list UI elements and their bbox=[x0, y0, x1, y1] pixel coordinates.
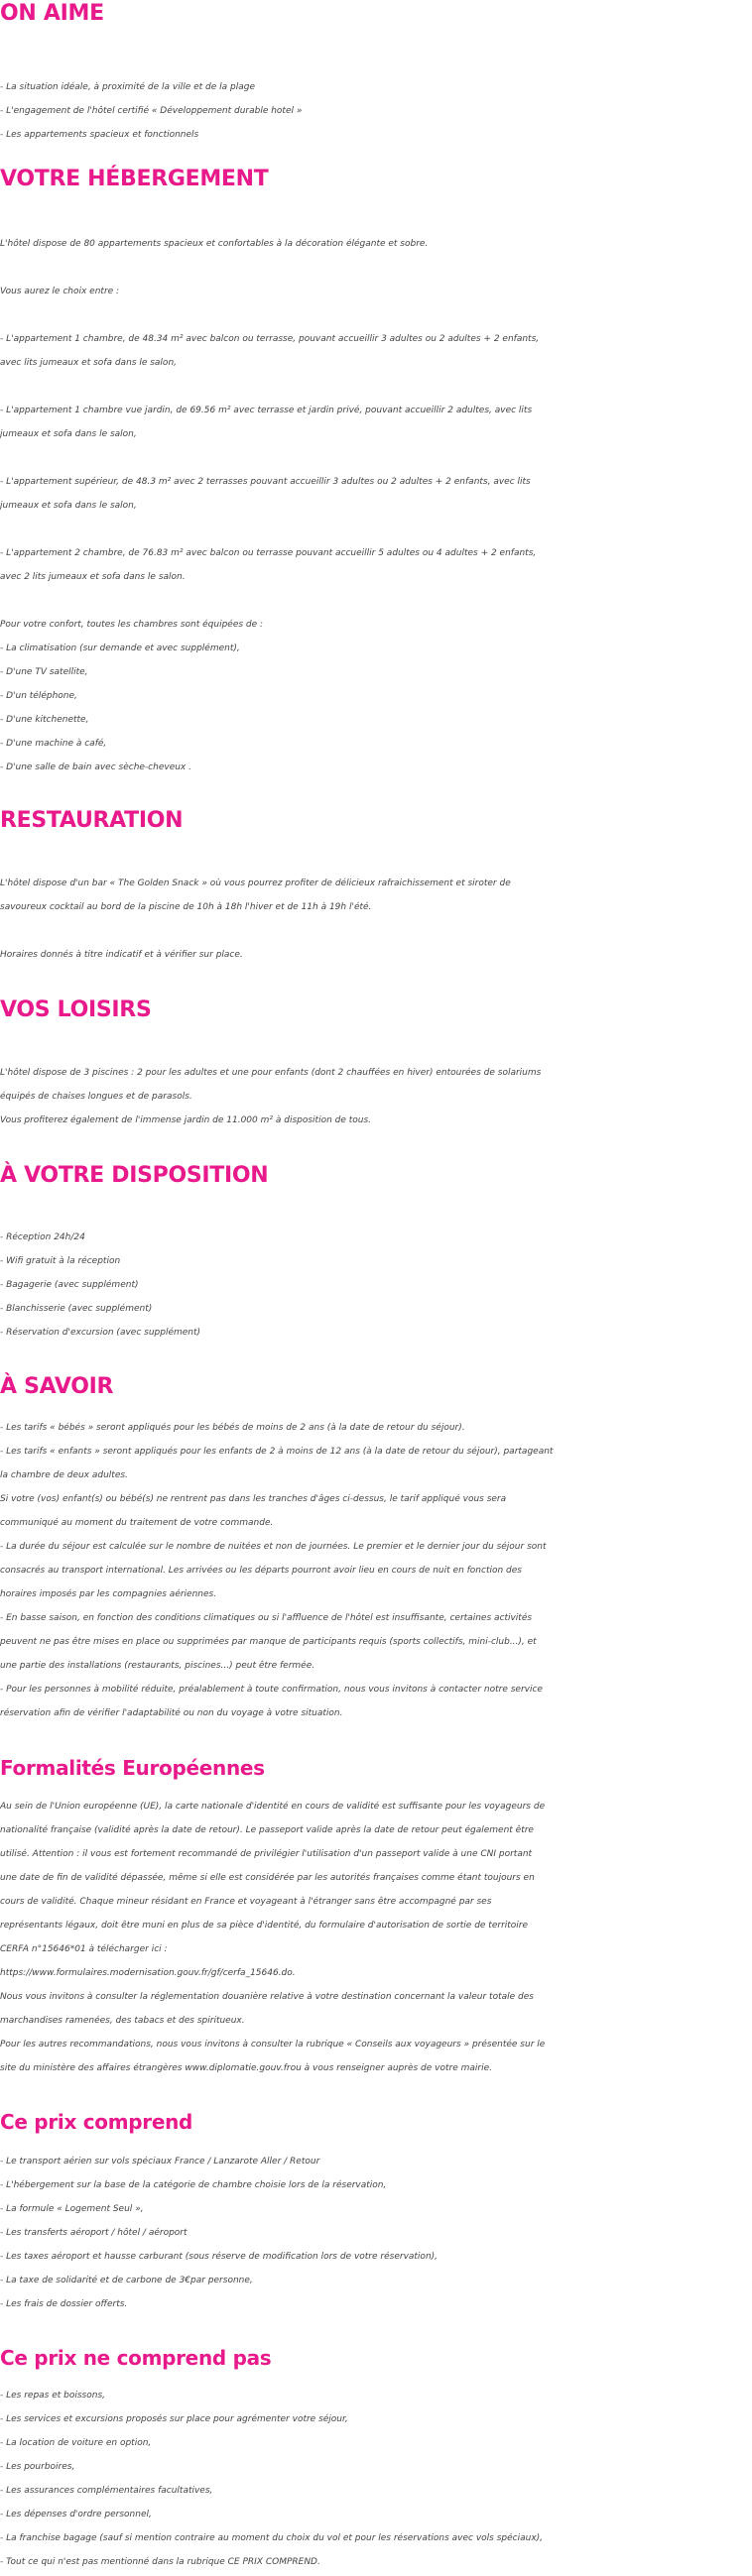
text-line: consacrés au transport international. Les arrivées ou les départs pourront avoir lieu en cours de nuit en fonction des bbox=[0, 1566, 522, 1576]
text-line: - La franchise bagage (sauf si mention contraire au moment du choix du vol et pour les réservations avec vols spéciaux), bbox=[0, 2533, 544, 2543]
text-line: - Les frais de dossier offerts. bbox=[0, 2299, 128, 2309]
blank-line bbox=[0, 256, 752, 280]
text-line: Horaires donnés à titre indicatif et à vérifier sur place. bbox=[0, 950, 243, 960]
text-line: CERFA n°15646*01 à télécharger ici : bbox=[0, 1944, 168, 1954]
section-restauration-body bbox=[0, 848, 752, 967]
text-line: marchandises ramenées, des tabacs et des spiritueux. bbox=[0, 2016, 245, 2026]
blank-line bbox=[0, 52, 752, 75]
blank-line bbox=[0, 1037, 752, 1061]
text-line: - L'appartement supérieur, de 48.3 m² avec 2 terrasses pouvant accueillir 3 adultes ou 2 adultes + 2 enfants, avec lits bbox=[0, 477, 531, 487]
section-loisirs-body bbox=[0, 1037, 752, 1132]
text-line: - D'une machine à café, bbox=[0, 739, 107, 749]
section-on-aime-body bbox=[0, 52, 752, 147]
blank-line bbox=[0, 303, 752, 327]
text-line: - Les taxes aéroport et hausse carburant (sous réserve de modification lors de votre réservation), bbox=[0, 2252, 439, 2262]
text-line: utilisé. Attention : il vous est fortement recommandé de privilégier l'utilisation d'un passeport valide à une CNI portant bbox=[0, 1849, 533, 1859]
text-line: - Les dépenses d'ordre personnel, bbox=[0, 2510, 152, 2519]
text-line: la chambre de deux adultes. bbox=[0, 1470, 128, 1480]
text-line: - Les repas et boissons, bbox=[0, 2391, 106, 2400]
text-line: - Blanchisserie (avec supplément) bbox=[0, 1304, 153, 1314]
section-title-prix-ne-comprend-pas: Ce prix ne comprend pas bbox=[0, 2346, 272, 2370]
blank-line bbox=[0, 919, 752, 943]
text-line: nationalité française (validité après la date de retour). Le passeport valide après la date de retour peut également être bbox=[0, 1825, 534, 1835]
text-line: Vous profiterez également de l'immense jardin de 11.000 m² à disposition de tous. bbox=[0, 1115, 372, 1125]
text-line: - Tout ce qui n'est pas mentionné dans la rubrique CE PRIX COMPREND. bbox=[0, 2557, 320, 2567]
text-line: une date de fin de validité dépassée, même si elle est considérée par les autorités françaises comme étant toujours en bbox=[0, 1873, 535, 1883]
text-line: - Bagagerie (avec supplément) bbox=[0, 1280, 139, 1290]
text-line: - Pour les personnes à mobilité réduite, préalablement à toute confirmation, nous vous invitons à contacter notre service bbox=[0, 1685, 543, 1695]
section-title-on-aime: ON AIME bbox=[0, 1, 104, 26]
text-line: avec 2 lits jumeaux et sofa dans le salon. bbox=[0, 572, 186, 582]
blank-line bbox=[0, 848, 752, 872]
text-line: - En basse saison, en fonction des conditions climatiques ou si l'affluence de l'hôtel est insuffisante, certaines activités bbox=[0, 1613, 533, 1623]
text-line: communiqué au moment du traitement de votre commande. bbox=[0, 1518, 274, 1528]
text-line: Si votre (vos) enfant(s) ou bébé(s) ne rentrent pas dans les tranches d'âges ci-dessus, le tarif appliqué vous sera bbox=[0, 1494, 507, 1504]
section-title-prix-comprend: Ce prix comprend bbox=[0, 2110, 193, 2134]
section-a-savoir-body bbox=[0, 1416, 752, 1725]
blank-line bbox=[0, 375, 752, 399]
section-title-restauration: RESTAURATION bbox=[0, 808, 184, 833]
text-line: une partie des installations (restaurants, piscines...) peut être fermée. bbox=[0, 1661, 315, 1671]
text-line: Pour votre confort, toutes les chambres sont équipées de : bbox=[0, 620, 264, 630]
text-line: - Le transport aérien sur vols spéciaux France / Lanzarote Aller / Retour bbox=[0, 2157, 320, 2166]
text-line: - D'une kitchenette, bbox=[0, 715, 89, 725]
section-title-loisirs: VOS LOISIRS bbox=[0, 997, 152, 1022]
text-line: Pour les autres recommandations, nous vous invitons à consulter la rubrique « Conseils aux voyageurs » présentée sur le bbox=[0, 2040, 546, 2049]
text-line: cours de validité. Chaque mineur résidant en France et voyageant à l'étranger sans être accompagné par ses bbox=[0, 1897, 492, 1907]
text-line: - Les tarifs « enfants » seront appliqués pour les enfants de 2 à moins de 12 ans (à la date de retour du séjour), partageant bbox=[0, 1447, 554, 1457]
text-line: - Les services et excursions proposés sur place pour agrémenter votre séjour, bbox=[0, 2414, 348, 2424]
blank-line bbox=[0, 589, 752, 613]
section-disposition-body bbox=[0, 1202, 752, 1345]
text-line: représentants légaux, doit être muni en plus de sa pièce d'identité, du formulaire d'autorisation de sortie de territoire bbox=[0, 1921, 529, 1931]
section-prix-comprend-body bbox=[0, 2150, 752, 2316]
text-line: - La taxe de solidarité et de carbone de 3€par personne, bbox=[0, 2276, 253, 2285]
blank-line bbox=[0, 518, 752, 541]
text-line: - L'engagement de l'hôtel certifié « Développement durable hotel » bbox=[0, 106, 303, 116]
text-line: - L'appartement 1 chambre, de 48.34 m² avec balcon ou terrasse, pouvant accueillir 3 adultes ou 2 adultes + 2 enfants, bbox=[0, 334, 540, 344]
section-hebergement-body bbox=[0, 208, 752, 779]
text-line: Nous vous invitons à consulter la réglementation douanière relative à votre destination concernant la valeur totale des bbox=[0, 1992, 534, 2002]
text-line: - Les pourboires, bbox=[0, 2462, 75, 2472]
text-line: jumeaux et sofa dans le salon, bbox=[0, 429, 137, 439]
text-line: - La durée du séjour est calculée sur le nombre de nuitées et non de journées. Le premier et le dernier jour du séjour sont bbox=[0, 1542, 547, 1552]
text-line: réservation afin de vérifier l'adaptabilité ou non du voyage à votre situation. bbox=[0, 1708, 343, 1718]
section-formalites-body bbox=[0, 1795, 752, 2080]
blank-line bbox=[0, 208, 752, 232]
text-line: savoureux cocktail au bord de la piscine de 10h à 18h l'hiver et de 11h à 19h l'été. bbox=[0, 902, 372, 912]
text-line: - La formule « Logement Seul », bbox=[0, 2204, 144, 2214]
text-line: peuvent ne pas être mises en place ou supprimées par manque de participants requis (sports collectifs, mini-club...), et bbox=[0, 1637, 537, 1647]
text-line: - Les tarifs « bébés » seront appliqués pour les bébés de moins de 2 ans (à la date de retour du séjour). bbox=[0, 1423, 465, 1433]
text-line: équipés de chaises longues et de parasols. bbox=[0, 1092, 192, 1102]
text-line: - Wifi gratuit à la réception bbox=[0, 1256, 121, 1266]
text-line: jumeaux et sofa dans le salon, bbox=[0, 501, 137, 511]
text-line: - L'hébergement sur la base de la catégorie de chambre choisie lors de la réservation, bbox=[0, 2180, 387, 2190]
text-line: - Réservation d'excursion (avec supplément) bbox=[0, 1328, 201, 1338]
text-line: L'hôtel dispose de 80 appartements spacieux et confortables à la décoration élégante et sobre. bbox=[0, 239, 429, 249]
section-title-a-savoir: À SAVOIR bbox=[0, 1374, 114, 1399]
text-line: - L'appartement 1 chambre vue jardin, de 69.56 m² avec terrasse et jardin privé, pouvant accueillir 2 adultes, avec lits bbox=[0, 406, 533, 415]
section-title-formalites: Formalités Européennes bbox=[0, 1756, 265, 1780]
blank-line bbox=[0, 1202, 752, 1226]
text-line: L'hôtel dispose de 3 piscines : 2 pour les adultes et une pour enfants (dont 2 chauffées en hiver) entourées de solariums bbox=[0, 1068, 542, 1078]
text-line: horaires imposés par les compagnies aériennes. bbox=[0, 1589, 217, 1599]
text-line: - L'appartement 2 chambre, de 76.83 m² avec balcon ou terrasse pouvant accueillir 5 adultes ou 4 adultes + 2 enfants, bbox=[0, 548, 537, 558]
text-line: https://www.formulaires.modernisation.gouv.fr/gf/cerfa_15646.do. bbox=[0, 1968, 296, 1978]
section-title-disposition: À VOTRE DISPOSITION bbox=[0, 1163, 269, 1188]
text-line: L'hôtel dispose d'un bar « The Golden Snack » où vous pourrez profiter de délicieux rafraichissement et siroter de bbox=[0, 878, 511, 888]
text-line: - La location de voiture en option, bbox=[0, 2438, 152, 2448]
text-line: - D'une TV satellite, bbox=[0, 667, 88, 677]
text-line: Au sein de l'Union européenne (UE), la carte nationale d'identité en cours de validité est suffisante pour les voyageurs de bbox=[0, 1802, 546, 1812]
text-line: - Réception 24h/24 bbox=[0, 1232, 85, 1242]
section-title-hebergement: VOTRE HÉBERGEMENT bbox=[0, 167, 269, 191]
section-prix-ne-comprend-pas-body bbox=[0, 2384, 752, 2574]
text-line: - Les assurances complémentaires facultatives, bbox=[0, 2486, 213, 2496]
text-line: Vous aurez le choix entre : bbox=[0, 287, 120, 296]
text-line: avec lits jumeaux et sofa dans le salon, bbox=[0, 358, 178, 368]
text-line: - La situation idéale, à proximité de la ville et de la plage bbox=[0, 82, 255, 92]
text-line: - D'une salle de bain avec sèche-cheveux . bbox=[0, 762, 191, 772]
text-line: - Les appartements spacieux et fonctionnels bbox=[0, 130, 199, 140]
text-line: site du ministère des affaires étrangères www.diplomatie.gouv.frou à vous renseigner auprès de votre mairie. bbox=[0, 2063, 492, 2073]
text-line: - Les transferts aéroport / hôtel / aéroport bbox=[0, 2228, 188, 2238]
text-line: - D'un téléphone, bbox=[0, 691, 77, 701]
blank-line bbox=[0, 446, 752, 470]
text-line: - La climatisation (sur demande et avec supplément), bbox=[0, 644, 240, 653]
